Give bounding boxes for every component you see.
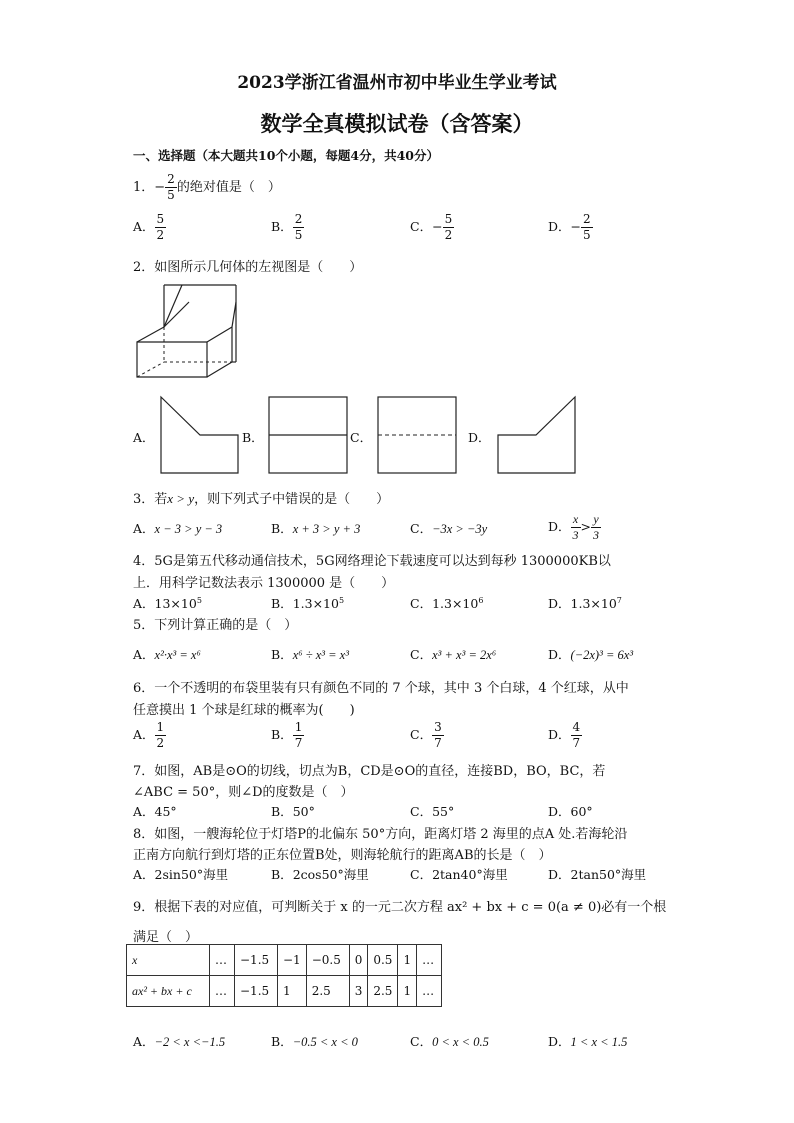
q4-option-c[interactable]: C．$1.3\times 10^6$ (410, 595, 484, 611)
value-table (126, 944, 442, 1007)
q1-option-c[interactable]: C．− $\frac{5}{2}$ (410, 212, 453, 242)
question-6-line1: 6．一个不透明的布袋里装有只有颜色不同的 7 个球，其中 3 个白球，4 个红球，从中 (133, 681, 629, 696)
question-6-line2: 任意摸出 1 个球是红球的概率为( ) (133, 703, 355, 718)
q6-option-b[interactable]: B． $\frac{1}{7}$ (271, 720, 303, 750)
q2-option-d[interactable]: D． (468, 430, 491, 445)
q7-option-d[interactable]: D．60° (548, 804, 593, 819)
q8-option-b[interactable]: B．2cos50°海里 (271, 867, 369, 882)
table-row (127, 976, 442, 1007)
q5-option-d[interactable]: D．(−2x)³ = 6x³ (548, 647, 634, 662)
table-cell: −1.5 (235, 945, 278, 976)
q6-option-c[interactable]: C． $\frac{3}{7}$ (410, 720, 442, 750)
table-cell: … (417, 976, 442, 1007)
q4-option-b[interactable]: B．$1.3\times 10^5$ (271, 595, 345, 611)
q2-option-b-figure[interactable] (268, 396, 348, 474)
table-cell: … (210, 976, 235, 1007)
table-cell: 1 (398, 945, 417, 976)
q9-option-d[interactable]: D．1 < x < 1.5 (548, 1034, 628, 1049)
table-cell: −1.5 (235, 976, 278, 1007)
question-5: 5．下列计算正确的是（ ） (133, 618, 298, 633)
q1-option-a[interactable]: A． $\frac{5}{2}$ (133, 212, 165, 242)
question-7-line2: ∠ABC = 50°，则∠D的度数是（ ） (133, 785, 354, 800)
question-8-line1: 8．如图，一艘海轮位于灯塔P的北偏东 50°方向，距离灯塔 2 海里的点A 处.若海轮沿 (133, 827, 628, 842)
q2-option-d-figure[interactable] (497, 396, 577, 474)
question-9-line1: 9．根据下表的对应值，可判断关于 x 的一元二次方程 ax² + bx + c = 0(a ≠ 0)必有一个根 (133, 900, 667, 915)
table-cell: 2.5 (368, 976, 398, 1007)
q9-option-a[interactable]: A．−2 < x <−1.5 (133, 1034, 226, 1049)
question-3: 3．若x > y，则下列式子中错误的是（ ） (133, 491, 390, 507)
question-2: 2．如图所示几何体的左视图是（ ） (133, 260, 363, 275)
q2-option-c[interactable]: C． (350, 430, 373, 445)
q7-option-b[interactable]: B．50° (271, 804, 315, 819)
q9-option-b[interactable]: B．−0.5 < x < 0 (271, 1034, 358, 1049)
table-cell: 0 (349, 945, 368, 976)
table-cell: −1 (278, 945, 307, 976)
question-7-line1: 7．如图，AB是⊙O的切线，切点为B，CD是⊙O的直径，连接BD，BO，BC，若 (133, 764, 606, 779)
table-cell: 0.5 (368, 945, 398, 976)
q5-option-b[interactable]: B．x⁶ ÷ x³ = x³ (271, 647, 349, 662)
table-cell: 1 (278, 976, 307, 1007)
exam-subtitle: 数学全真模拟试卷（含答案） (260, 111, 534, 136)
section-heading: 一、选择题（本大题共10个小题，每题4分，共40分） (133, 148, 439, 163)
q3-option-c[interactable]: C．−3x > −3y (410, 521, 488, 536)
table-row (127, 945, 442, 976)
table-cell: x (127, 945, 210, 976)
q4-option-a[interactable]: A．$13\times 10^5$ (133, 595, 202, 611)
exam-title: 2023学浙江省温州市初中毕业生学业考试 (237, 73, 557, 93)
table-cell: 1 (398, 976, 417, 1007)
q6-option-d[interactable]: D． $\frac{4}{7}$ (548, 720, 581, 750)
q2-option-b[interactable]: B． (242, 430, 264, 445)
question-4-line2: 上．用科学记数法表示 1300000 是（ ） (133, 576, 395, 591)
q2-option-c-figure[interactable] (377, 396, 457, 474)
table-cell: … (417, 945, 442, 976)
question-8-line2: 正南方向航行到灯塔的正东位置B处，则海轮航行的距离AB的长是（ ） (133, 848, 552, 863)
q3-option-a[interactable]: A．x − 3 > y − 3 (133, 521, 223, 536)
q1-option-b[interactable]: B． $\frac{2}{5}$ (271, 212, 303, 242)
table-cell: 2.5 (306, 976, 349, 1007)
q3-option-d[interactable]: D． $\frac{x}{3}$ > $\frac{y}{3}$ (548, 512, 600, 542)
q3-option-b[interactable]: B．x + 3 > y + 3 (271, 521, 361, 536)
table-cell: −0.5 (306, 945, 349, 976)
q2-option-a[interactable]: A． (133, 430, 155, 445)
q8-option-d[interactable]: D．2tan50°海里 (548, 867, 647, 882)
question-1: 1．− $\frac{2}{5}$ 的绝对值是（ ） (133, 172, 281, 202)
q8-option-c[interactable]: C．2tan40°海里 (410, 867, 508, 882)
q7-option-c[interactable]: C．55° (410, 804, 455, 819)
q2-option-a-figure[interactable] (160, 396, 240, 474)
table-cell: 3 (349, 976, 368, 1007)
q9-option-c[interactable]: C．0 < x < 0.5 (410, 1034, 489, 1049)
q8-option-a[interactable]: A．2sin50°海里 (133, 867, 229, 882)
question-4-line1: 4．5G是第五代移动通信技术，5G网络理论下载速度可以达到每秒 1300000KB以 (133, 554, 611, 569)
q5-option-a[interactable]: A．x²·x³ = x⁶ (133, 647, 201, 662)
q5-option-c[interactable]: C．x³ + x³ = 2x⁶ (410, 647, 497, 662)
q4-option-d[interactable]: D．$1.3\times 10^7$ (548, 595, 622, 611)
solid-figure (134, 282, 244, 382)
table-cell: … (210, 945, 235, 976)
q6-option-a[interactable]: A． $\frac{1}{2}$ (133, 720, 165, 750)
q1-option-d[interactable]: D．− $\frac{2}{5}$ (548, 212, 591, 242)
question-9-line2: 满足（ ） (133, 930, 199, 945)
table-cell: ax² + bx + c (127, 976, 210, 1007)
q7-option-a[interactable]: A．45° (133, 804, 177, 819)
